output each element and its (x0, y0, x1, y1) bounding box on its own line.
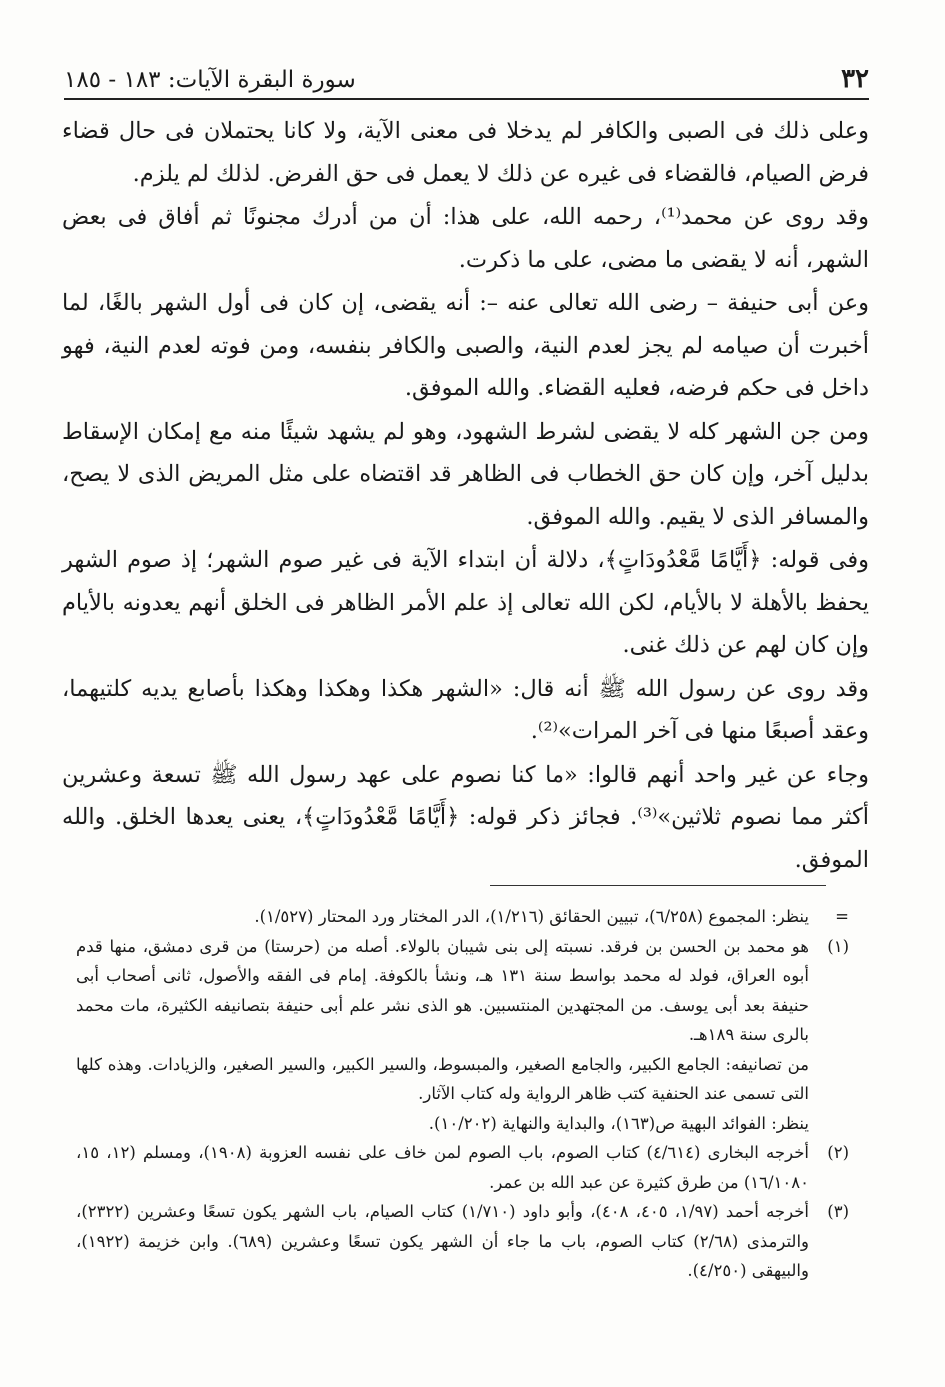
page-number: ٣٢ (841, 64, 869, 94)
footnote-1 (76, 932, 849, 1139)
footnote-line: ينظر: الفوائد البهية ص(١٦٣)، والبداية والنهاية (١٠/٢٠٢). (428, 1113, 809, 1133)
paragraph: ومن جن الشهر كله لا يقضى لشرط الشهود، وهو لم يشهد شيئًا منه مع إمكان الإسقاط بدليل آخر، وإن كان حق الخطاب فى الظاهر قد اقتضاه على مثل المريض الذى لا يصح، والمسافر الذى لا يقيم. والله الموفق. (62, 418, 869, 530)
footnote-continued (76, 902, 849, 932)
footnote-text (76, 932, 809, 1139)
footnote-line: من تصانيفه: الجامع الكبير، والجامع الصغير، والمبسوط، والسير الكبير، والسير الصغير، والزيادات. وهذه كلها التى تسمى عند الحنفية كتب ظاهر الرواية وله كتاب الآثار. (76, 1054, 809, 1103)
paragraph: وقد روى عن رسول الله ﷺ أنه قال: «الشهر هكذا وهكذا وهكذا بأصابع يديه كلتيهما، وعقد أصبعًا منها فى آخر المرات»⁽²⁾. (62, 675, 869, 744)
footnote-mark: (٣) (827, 1202, 849, 1221)
running-title: سورة البقرة الآيات: ١٨٣ - ١٨٥ (64, 67, 356, 93)
paragraph: وعن أبى حنيفة – رضى الله تعالى عنه –: أنه يقضى، إن كان فى أول الشهر بالغًا، لما أخبرت أن صيامه لم يجز لعدم النية، والصبى والكافر بنفسه، ومن فوته لعدم النية، فهو داخل فى حكم فرضه، فعليه القضاء. والله الموفق. (62, 290, 869, 401)
footnote-2 (76, 1138, 849, 1197)
paragraph: وقد روى عن محمد⁽¹⁾، رحمه الله، على هذا: أن من أدرك مجنونًا ثم أفاق فى بعض الشهر، أنه لا يقضى ما مضى، على ما ذكرت. (62, 204, 870, 273)
page-header (64, 52, 869, 100)
footnote-mark: = (835, 907, 849, 926)
footnote-mark: (٢) (827, 1143, 849, 1162)
paragraph: وفى قوله: ﴿أَيَّامًا مَّعْدُودَاتٍ﴾، دلالة أن ابتداء الآية فى غير صوم الشهر؛ إذ صوم الشهر يحفظ بالأهلة لا بالأيام، لكن الله تعالى إذ علم الأمر الظاهر فى الخلق أنهم يعدونه بالأيام وإن كان لهم عن ذلك غنى. (62, 547, 869, 658)
footnote-text: أخرجه البخارى (٤/٦١٤) كتاب الصوم، باب الصوم لمن خاف على نفسه العزوبة (١٩٠٨)، ومسلم (١٢، ١٥، ١٦/١٠٨٠) من طرق كثيرة عن عبد الله بن عمر. (76, 1143, 809, 1192)
footnote-text: ينظر: المجموع (٦/٢٥٨)، تبيين الحقائق (١/٢١٦)، الدر المختار ورد المحتار (١/٥٢٧). (254, 907, 809, 926)
main-text (62, 110, 869, 881)
footnote-mark: (١) (827, 936, 849, 956)
footnote-3 (76, 1197, 849, 1286)
footnote-separator (490, 885, 826, 886)
paragraph: وعلى ذلك فى الصبى والكافر لم يدخلا فى معنى الآية، ولا كانا يحتملان فى حال قضاء فرض الصيام، فالقضاء فى غيره عن ذلك لا يعمل فى حق الفرض. لذلك لم يلزم. (62, 118, 869, 187)
footnote-text: أخرجه أحمد (١/٩٧، ٤٠٥، ٤٠٨)، وأبو داود (١/٧١٠) كتاب الصيام، باب الشهر يكون تسعًا وعشرين (٢٣٢٢)، والترمذى (٢/٦٨) كتاب الصوم، باب ما جاء أن الشهر يكون تسعًا وعشرين (٦٨٩). وابن خزيمة (١٩٢٢)، والبيهقى (٤/٢٥٠). (76, 1202, 810, 1280)
paragraph: وجاء عن غير واحد أنهم قالوا: «ما كنا نصوم على عهد رسول الله ﷺ تسعة وعشرين أكثر مما نصوم ثلاثين»⁽³⁾. فجائز ذكر قوله: ﴿أَيَّامًا مَّعْدُودَاتٍ﴾، يعنى يعدها الخلق. والله الموفق. (62, 761, 869, 873)
footnote-line: هو محمد بن الحسن بن فرقد. نسبته إلى بنى شيبان بالولاء. أصله من (حرستا) من قرى دمشق، منها قدم أبوه العراق، فولد له محمد بواسط سنة ١٣١ هـ، ونشأ بالكوفة. إمام فى الفقه والأصول، ثانى أصحاب أبى حنيفة بعد أبى يوسف. من المجتهدين المنتسبين. هو الذى نشر علم أبى حنيفة بتصانيفه الكثيرة، مات محمد بالرى سنة ١٨٩هـ. (76, 936, 809, 1044)
footnotes (76, 902, 849, 1286)
